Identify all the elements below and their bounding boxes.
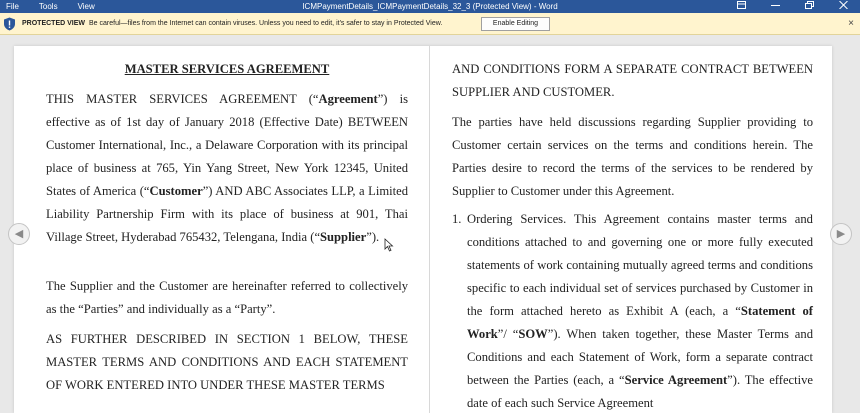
preamble-text: ”) is effective as of 1st day of January 2018 (Effective Date) BETWEEN Customer International, Inc., a Delaware Corporation with its principal place of business at 765, Yin Yang Street, New York 12345, United States of America (“ [46,92,408,198]
preamble-text: ”). [366,230,380,244]
defined-term-sow: SOW [518,327,548,341]
enable-editing-button[interactable]: Enable Editing [481,17,550,31]
defined-term-supplier: Supplier [320,230,367,244]
document-heading: MASTER SERVICES AGREEMENT [124,62,330,76]
close-icon[interactable] [826,0,860,13]
column-divider [429,46,430,413]
defined-term-statement-of-work: Statement of Work [467,304,814,341]
protected-view-bar [0,13,860,35]
previous-page-button[interactable] [8,223,30,245]
defined-term-service-agreement: Service Agreement [624,373,728,387]
item-title: Ordering Services. [467,212,567,226]
ribbon-display-icon[interactable] [724,0,758,13]
document-page [14,46,832,413]
item-text: ”). When taken together, these Master Terms and Conditions and each Statement of Work, form a separate contract between the Parties (each, a “ [467,327,813,387]
restore-icon[interactable] [792,0,826,13]
title-bar [0,0,860,13]
defined-term-customer: Customer [149,184,203,198]
window-controls [724,0,860,13]
defined-term-agreement: Agreement [318,92,378,106]
recital-continuation: AND CONDITIONS FORM A SEPARATE CONTRACT BETWEEN SUPPLIER AND CUSTOMER. [452,62,813,99]
chevron-right-icon: ▶ [836,228,846,240]
menu-tools[interactable]: Tools [38,2,58,11]
chevron-left-icon: ◀ [14,228,24,240]
protected-view-message: Be careful—files from the Internet can contain viruses. Unless you need to edit, it's safer to stay in Protected View. [89,20,443,27]
recital-paragraph: AS FURTHER DESCRIBED IN SECTION 1 BELOW, THESE MASTER TERMS AND CONDITIONS AND EACH STATEMENT OF WORK ENTERED INTO UNDER THESE MASTER TERMS [46,332,408,392]
shield-icon [3,17,16,31]
mouse-cursor-icon [384,238,394,252]
menu-file[interactable]: File [6,2,19,11]
next-page-button[interactable] [830,223,852,245]
menu-view[interactable]: View [77,2,95,11]
minimize-icon[interactable] [758,0,792,13]
preamble-text: THIS MASTER SERVICES AGREEMENT (“ [46,92,319,106]
discussions-paragraph: The parties have held discussions regarding Supplier providing to Customer certain services on the terms and conditions herein. The Parties desire to record the terms of the services to be rendered by Supplier to Customer under this Agreement. [452,115,813,198]
list-number: 1. [452,212,462,226]
protected-view-label: PROTECTED VIEW [22,20,86,27]
item-text: This Agreement contains master terms and conditions attached to and governing one or more fully executed statements of work containing mutually agreed terms and conditions specific to each individual set of services purchased by Customer in the form attached hereto as Exhibit A (each, a “ [467,212,813,318]
parties-paragraph: The Supplier and the Customer are hereinafter referred to collectively as the “Parties” and individually as a “Party”. [46,279,408,316]
item-text: ”/ “ [497,327,519,341]
close-bar-icon[interactable]: × [848,18,854,29]
ordering-services-item [467,208,813,413]
preamble-paragraph [46,88,408,249]
preamble-text: ”) AND ABC Associates LLP, a Limited Liability Partnership Firm with its place of business at 901, Thai Village Street, Hyderabad 765432, Telengana, India (“ [46,184,409,244]
item-text: ”). The effective date of each such Service Agreement [467,373,814,410]
window-title: ICMPaymentDetails_ICMPaymentDetails_32_3 (Protected View) - Word [302,2,558,11]
